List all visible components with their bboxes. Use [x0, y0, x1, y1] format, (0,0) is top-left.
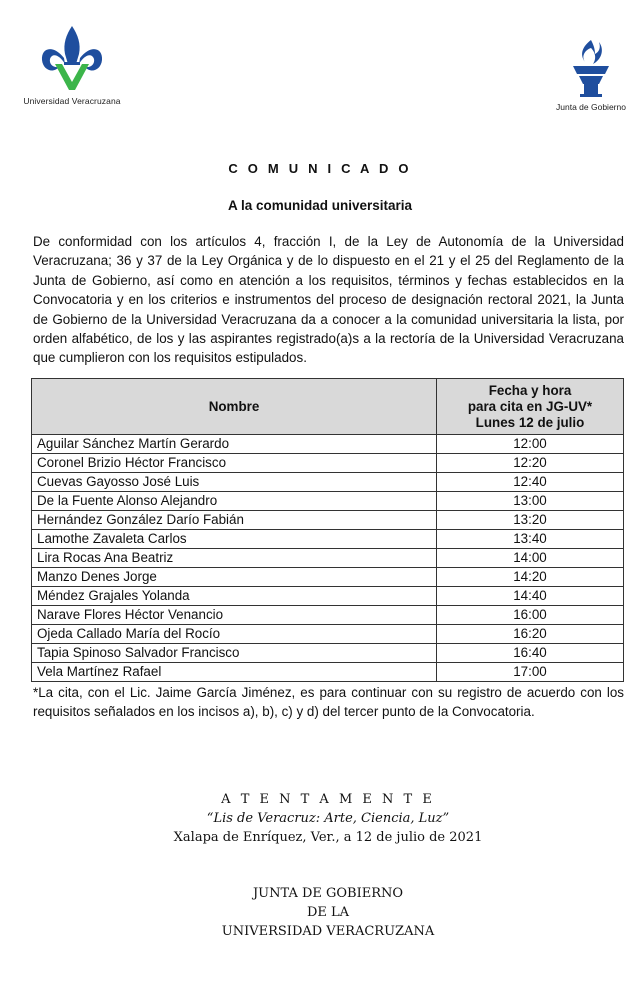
flor-de-lis-icon	[39, 24, 105, 92]
junta-de-gobierno-logo	[548, 36, 634, 112]
time-header-line2: para cita en JG-UV*	[467, 398, 593, 414]
applicant-name: Hernández González Darío Fabián	[32, 511, 437, 530]
document-subtitle: A la comunidad universitaria	[227, 198, 413, 213]
table-row	[32, 587, 624, 606]
table-row	[32, 511, 624, 530]
appointment-time: 16:40	[437, 644, 624, 663]
closing-motto: “Lis de Veracruz: Arte, Ciencia, Luz”	[206, 811, 450, 826]
table-row	[32, 663, 624, 682]
applicant-name: Cuevas Gayosso José Luis	[32, 473, 437, 492]
table-row	[32, 435, 624, 454]
table-row	[32, 568, 624, 587]
table-row	[32, 454, 624, 473]
table-row	[32, 473, 624, 492]
column-header-time	[437, 379, 624, 435]
signatory-line1: JUNTA DE GOBIERNO	[252, 886, 404, 901]
closing-atentamente: A T E N T A M E N T E	[221, 792, 435, 807]
appointment-time: 14:20	[437, 568, 624, 587]
table-row	[32, 549, 624, 568]
applicant-name: Tapia Spinoso Salvador Francisco	[32, 644, 437, 663]
applicant-name: Coronel Brizio Héctor Francisco	[32, 454, 437, 473]
time-header-line3: Lunes 12 de julio	[475, 414, 585, 430]
intro-paragraph: De conformidad con los artículos 4, fracción I, de la Ley de Autonomía de la Universidad Veracruzana; 36 y 37 de la Ley Orgánica y de lo dispuesto en el 21 y el 25 del Reglamento de la Junta de Gobierno, así como en atención a los requisitos, términos y fechas establecidos en la Convocatoria y en los criterios e instrumentos del proceso de designación rectoral 2021, la Junta de Gobierno de la Universidad Veracruzana da a conocer a la comunidad universitaria la lista, por orden alfabético, de los y las aspirantes registrado(a)s a la rectoría de la Universidad Veracruzana que cumplieron con los requisitos estipulados.	[33, 234, 624, 366]
torch-icon	[565, 36, 617, 98]
appointment-time: 12:00	[437, 435, 624, 454]
right-logo-caption: Junta de Gobierno	[556, 102, 626, 112]
applicant-name: Narave Flores Héctor Venancio	[32, 606, 437, 625]
time-header-line1: Fecha y hora	[488, 382, 572, 398]
applicant-name: Lamothe Zavaleta Carlos	[32, 530, 437, 549]
applicant-name: Manzo Denes Jorge	[32, 568, 437, 587]
appointment-time: 17:00	[437, 663, 624, 682]
closing-place-date: Xalapa de Enríquez, Ver., a 12 de julio de 2021	[173, 830, 483, 845]
applicant-name: Ojeda Callado María del Rocío	[32, 625, 437, 644]
column-header-name: Nombre	[32, 379, 437, 435]
appointment-time: 13:00	[437, 492, 624, 511]
signatory-line3: UNIVERSIDAD VERACRUZANA	[221, 924, 435, 939]
signatory-line2: DE LA	[306, 905, 350, 920]
universidad-veracruzana-logo	[22, 24, 122, 106]
appointment-time: 13:40	[437, 530, 624, 549]
table-row	[32, 606, 624, 625]
appointment-time: 14:40	[437, 587, 624, 606]
footnote: *La cita, con el Lic. Jaime García Jiménez, es para continuar con su registro de acuerdo con los requisitos señalados en los incisos a), b), c) y d) del tercer punto de la Convocatoria.	[33, 685, 624, 720]
appointment-time: 14:00	[437, 549, 624, 568]
appointment-time: 16:20	[437, 625, 624, 644]
applicant-name: Lira Rocas Ana Beatriz	[32, 549, 437, 568]
appointment-time: 12:40	[437, 473, 624, 492]
table-row	[32, 625, 624, 644]
table-row	[32, 644, 624, 663]
document-title: C O M U N I C A D O	[228, 161, 412, 176]
applicant-name: Aguilar Sánchez Martín Gerardo	[32, 435, 437, 454]
applicant-name: Méndez Grajales Yolanda	[32, 587, 437, 606]
appointment-time: 12:20	[437, 454, 624, 473]
table-row	[32, 530, 624, 549]
applicant-name: De la Fuente Alonso Alejandro	[32, 492, 437, 511]
applicant-name: Vela Martínez Rafael	[32, 663, 437, 682]
table-header-row	[32, 379, 624, 435]
left-logo-caption: Universidad Veracruzana	[23, 96, 121, 106]
appointment-time: 13:20	[437, 511, 624, 530]
applicants-table	[31, 378, 624, 682]
table-row	[32, 492, 624, 511]
appointment-time: 16:00	[437, 606, 624, 625]
